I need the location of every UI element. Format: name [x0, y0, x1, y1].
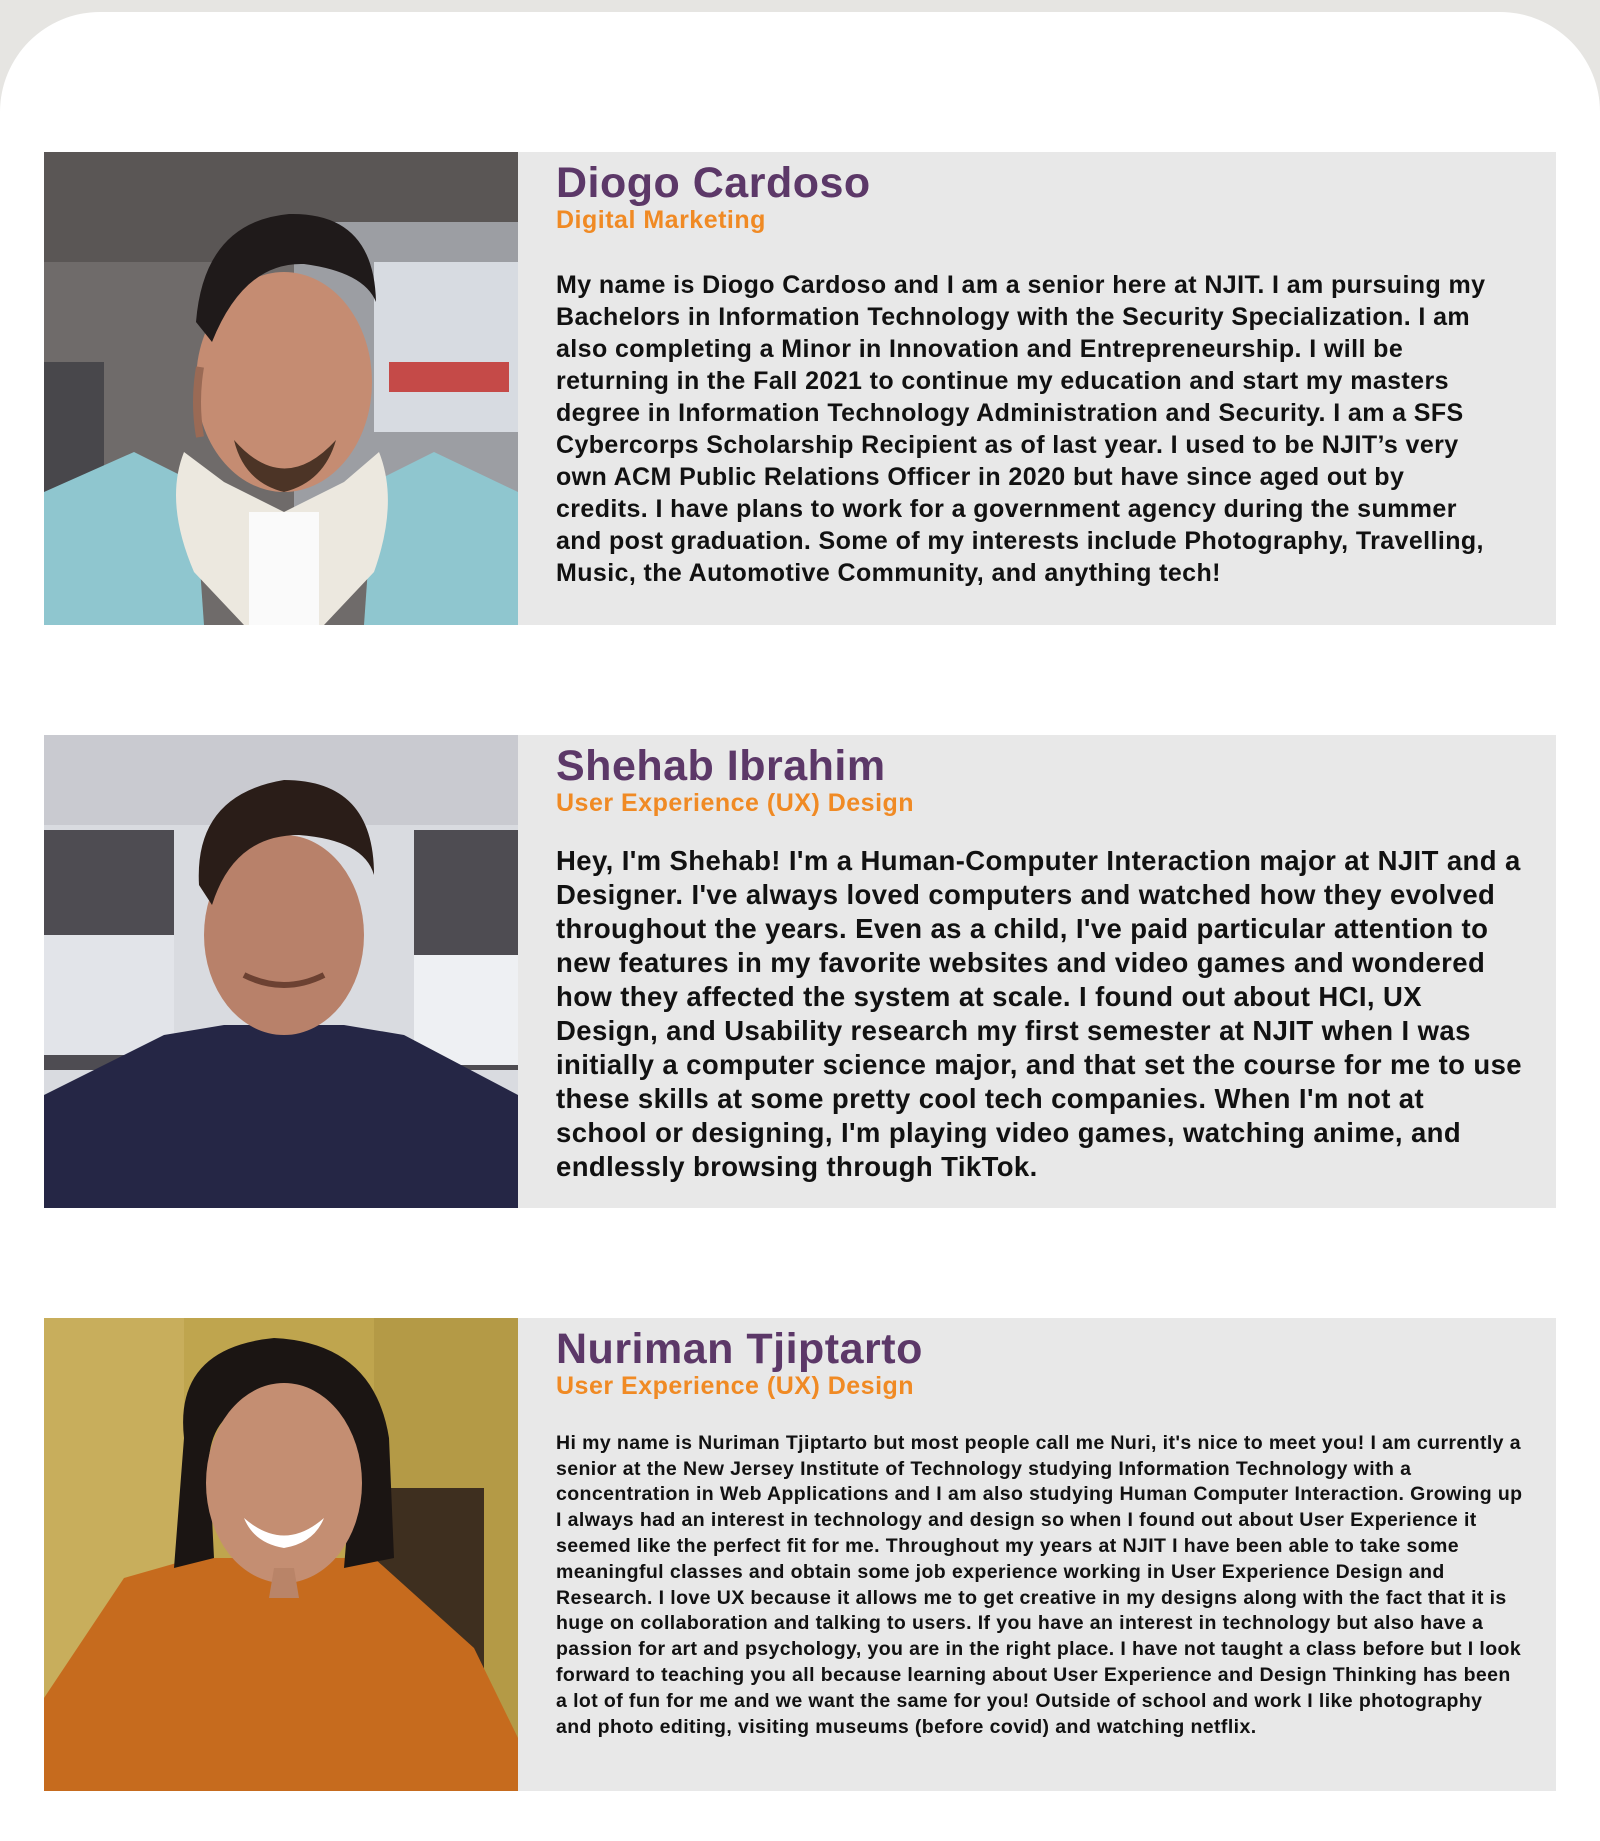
profile-role: User Experience (UX) Design	[556, 789, 915, 818]
profile-content	[518, 152, 1556, 625]
profile-bio: Hi my name is Nuriman Tjiptarto but most people call me Nuri, it's nice to meet you! I am currently a senior at the New Jersey Institute of Technology studying Information Technology with a concentration in Web Applications and I am also studying Human Computer Interaction. Growing up I always had an interest in technology and design so when I found out about User Experience it seemed like the perfect fit for me. Throughout my years at NJIT I have been able to take some meaningful classes and obtain some job experience working in User Experience Design and Research. I love UX because it allows me to get creative in my designs along with the fact that it is huge on collaboration and talking to users. If you have an interest in technology but also have a passion for art and psychology, you are in the right place. I have not taught a class before but I look forward to teaching you all because learning about User Experience and Design Thinking has been a lot of fun for me and we want the same for you! Outside of school and work I like photography and photo editing, visiting museums (before covid) and watching netflix.	[556, 1431, 1523, 1738]
profile-bio: Hey, I'm Shehab! I'm a Human-Computer Interaction major at NJIT and a Designer. I've always loved computers and watched how they evolved throughout the years. Even as a child, I've paid particular attention to new features in my favorite websites and video games and wondered how they affected the system at scale. I found out about HCI, UX Design, and Usability research my first semester at NJIT when I was initially a computer science major, and that set the course for me to use these skills at some pretty cool tech companies. When I'm not at school or designing, I'm playing video games, watching anime, and endlessly browsing through TikTok.	[556, 844, 1522, 1182]
profile-content	[518, 1318, 1556, 1791]
profile-bio: My name is Diogo Cardoso and I am a senior here at NJIT. I am pursuing my Bachelors in Information Technology with the Security Specialization. I am also completing a Minor in Innovation and Entrepreneurship. I will be returning in the Fall 2021 to continue my education and start my masters degree in Information Technology Administration and Security. I am a SFS Cybercorps Scholarship Recipient as of last year. I used to be NJIT’s very own ACM Public Relations Officer in 2020 but have since aged out by credits. I have plans to work for a government agency during the summer and post graduation. Some of my interests include Photography, Travelling, Music, the Automotive Community, and anything tech!	[556, 270, 1486, 587]
profile-card-diogo	[44, 152, 1556, 625]
profile-card-nuriman	[44, 1318, 1556, 1791]
profile-photo-diogo	[44, 152, 518, 625]
profile-photo-nuriman	[44, 1318, 518, 1791]
profile-name: Shehab Ibrahim	[556, 742, 886, 790]
profile-content	[518, 735, 1556, 1208]
profile-role: User Experience (UX) Design	[556, 1372, 915, 1401]
profile-role: Digital Marketing	[556, 206, 766, 235]
profile-name: Diogo Cardoso	[556, 159, 871, 207]
profile-card-shehab	[44, 735, 1556, 1208]
profile-name: Nuriman Tjiptarto	[556, 1325, 923, 1373]
profile-photo-shehab	[44, 735, 518, 1208]
